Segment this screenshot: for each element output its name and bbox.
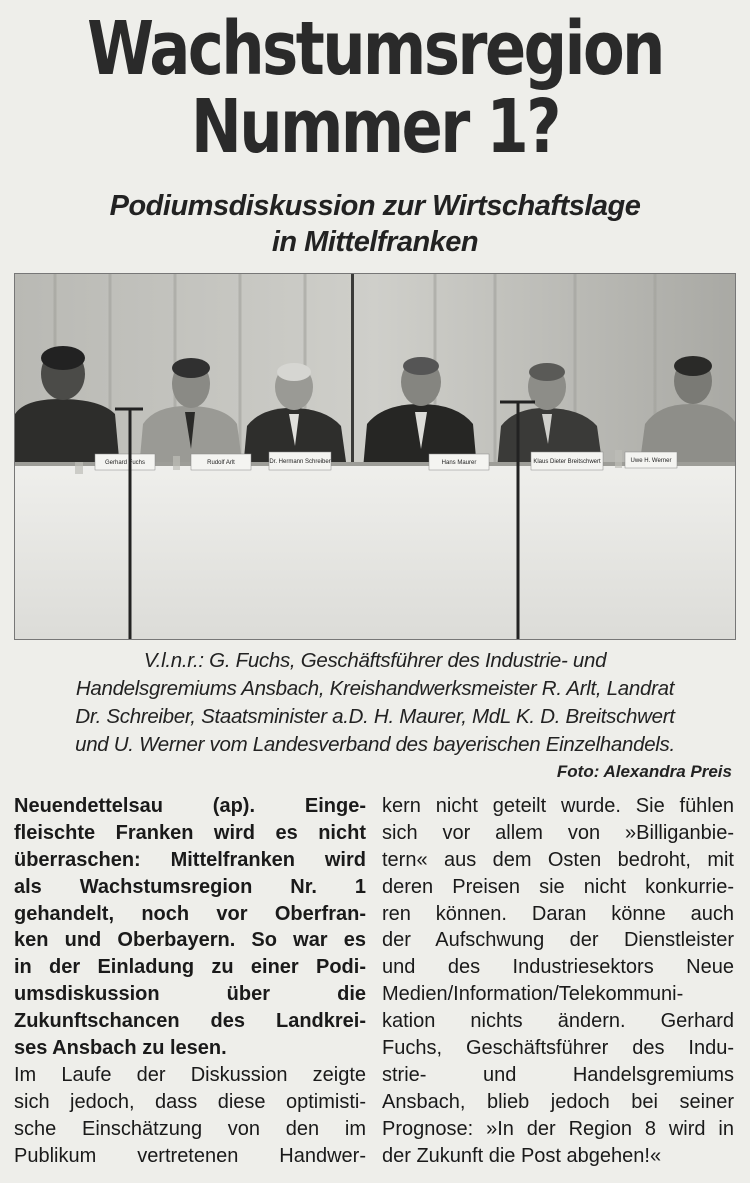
headline-line-1: Wachstumsregion [87, 6, 663, 92]
body-line: kation nichts ändern. Gerhard [382, 1010, 734, 1033]
lead-line: ken und Oberbayern. So war es [14, 929, 366, 952]
subheadline-line-1: Podiumsdiskussion zur Wirtschaftslage [109, 190, 641, 222]
caption-line-3: Dr. Schreiber, Staatsminister a.D. H. Maurer, MdL K. D. Breitschwert [75, 705, 675, 728]
lead-line: ses Ansbach zu lesen. [14, 1037, 227, 1060]
lead-line: überraschen: Mittelfranken wird [14, 848, 366, 871]
name-card-6: Uwe H. Werner [630, 458, 672, 464]
body-line: Medien/Information/Telekommuni- [382, 983, 684, 1006]
subheadline-line-2: in Mittelfranken [271, 226, 479, 258]
caption-line-1: V.l.n.r.: G. Fuchs, Geschäftsführer des Industrie- und [143, 649, 607, 672]
body-line: Im Laufe der Diskussion zeigte [14, 1063, 366, 1086]
body-line: kern nicht geteilt wurde. Sie fühlen [382, 795, 734, 817]
photo-illustration [15, 274, 735, 639]
lead-line: in der Einladung zu einer Podi- [14, 956, 366, 979]
body-line: der Zukunft die Post abgehen!« [382, 1144, 662, 1167]
article-column-right [382, 793, 734, 1169]
lead-line: gehandelt, noch vor Oberfran- [14, 902, 366, 925]
body-line: und des Industriesektors Neue [382, 956, 734, 979]
name-card-5: Klaus Dieter Breitschwert [533, 459, 601, 465]
lead-line: Zukunftschancen des Landkrei- [14, 1010, 366, 1033]
panel-discussion-photo [14, 273, 736, 640]
article-column-left [14, 793, 366, 1169]
name-card-3: Dr. Hermann Schreiber [269, 459, 331, 465]
lead-line: fleischte Franken wird es nicht [14, 821, 366, 844]
body-line: Ansbach, blieb jedoch bei seiner [382, 1090, 734, 1113]
body-line: strie- und Handelsgremiums [382, 1063, 734, 1086]
body-line: Fuchs, Geschäftsführer des Indu- [382, 1037, 734, 1060]
photo-credit: Foto: Alexandra Preis [556, 762, 732, 781]
body-line: Publikum vertretenen Handwer- [14, 1144, 366, 1167]
name-card-2: Rudolf Arlt [207, 460, 235, 466]
body-line: tern« aus dem Osten bedroht, mit [382, 848, 734, 871]
headline-line-2: Nummer 1? [191, 84, 559, 170]
body-line: sich vor allem von »Billiganbie- [382, 821, 734, 844]
caption-line-2: Handelsgremiums Ansbach, Kreishandwerksmeister R. Arlt, Landrat [75, 677, 675, 700]
body-line: der Aufschwung der Dienstleister [382, 929, 734, 952]
body-line: sich jedoch, dass diese optimisti- [14, 1090, 366, 1113]
body-line: ren können. Daran könne auch [382, 902, 734, 925]
body-line: deren Preisen sie nicht konkurrie- [382, 875, 734, 898]
lead-line: als Wachstumsregion Nr. 1 [14, 875, 366, 898]
caption-line-4: und U. Werner vom Landesverband des bayerischen Einzelhandels. [75, 733, 675, 756]
body-line: sche Einschätzung von den im [14, 1117, 366, 1140]
body-line: Prognose: »In der Region 8 wird in [382, 1117, 734, 1140]
lead-line: Neuendettelsau (ap). Einge- [14, 795, 366, 817]
name-card-4: Hans Maurer [441, 460, 477, 466]
lead-line: umsdiskussion über die [14, 983, 366, 1006]
name-card-1: Gerhard Fuchs [104, 460, 146, 466]
